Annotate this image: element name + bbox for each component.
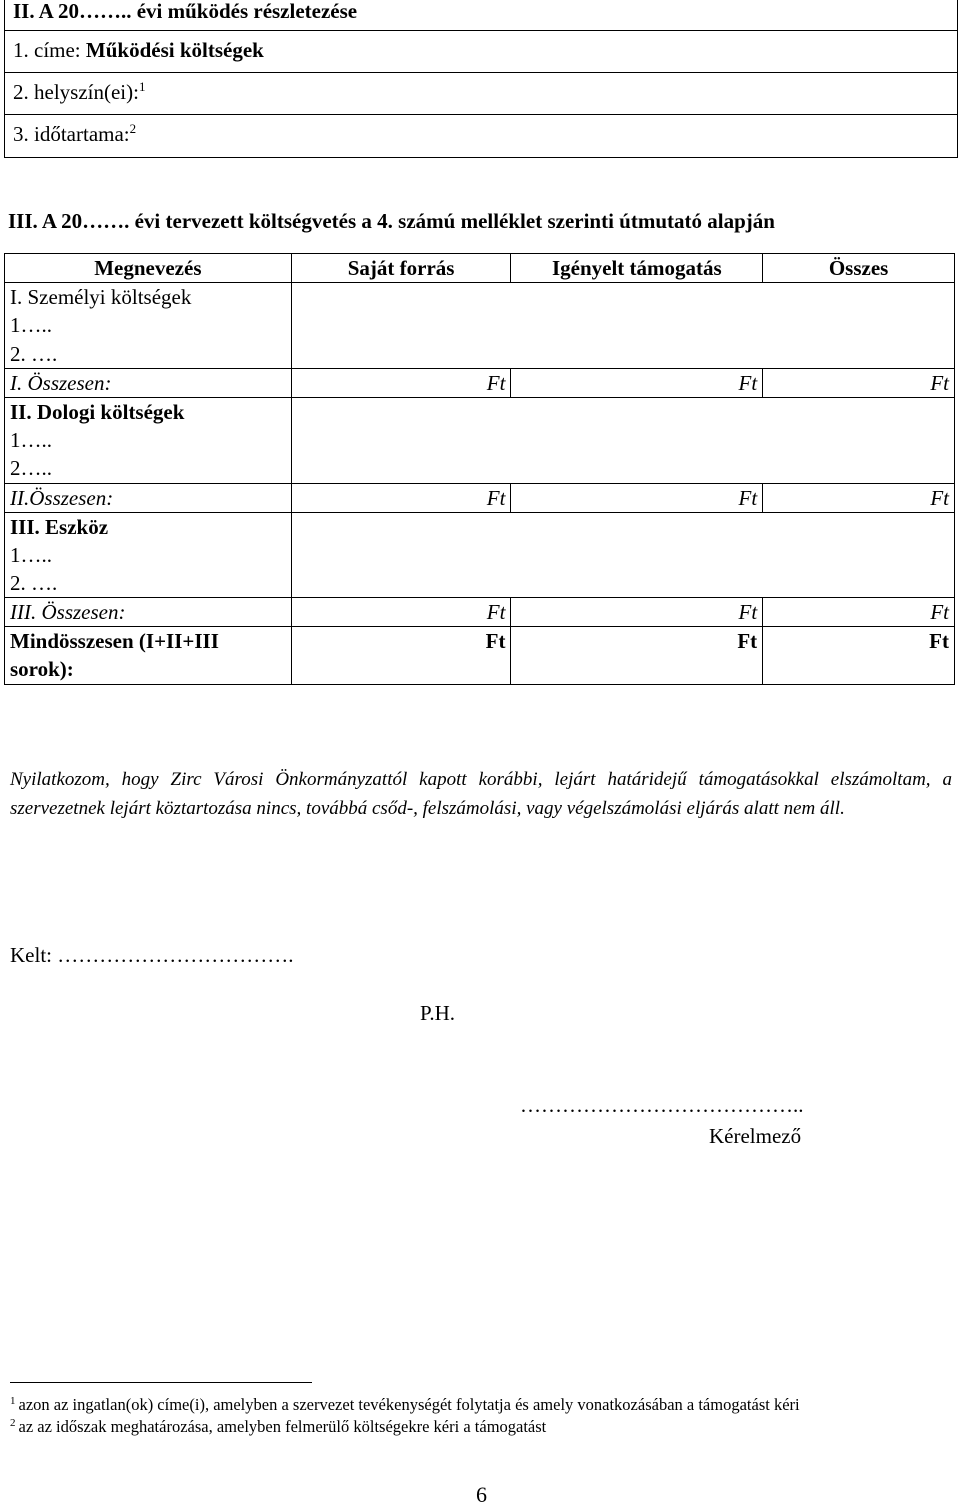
table-header-row [5, 254, 955, 283]
header-requested-support: Igényelt támogatás [511, 254, 763, 283]
material-item-1: 1….. [5, 426, 292, 455]
table-row [5, 368, 955, 397]
table-row [5, 512, 955, 541]
assets-total-all: Ft [763, 598, 955, 627]
location-row: 2. helyszín(ei):$^1$ [5, 72, 957, 114]
activity-details-section [4, 0, 958, 158]
footnote-text-1: azon az ingatlan(ok) címe(i), amelyben a szervezet tevékenységét folytatja és amely vonatkozásában a támogatást kéri [18, 1395, 800, 1414]
activity-details-title: II. A 20…….. évi működés részletezése [13, 0, 358, 23]
table-row [5, 598, 955, 627]
budget-table [4, 253, 955, 685]
date-line: Kelt: ……………………………. [10, 943, 294, 967]
footnote-text-2: az az időszak meghatározása, amelyben felmerülő költségekre kéri a támogatást [18, 1417, 547, 1436]
table-row [5, 483, 955, 512]
assets-heading: III. Eszköz [5, 512, 292, 541]
material-total-requested: Ft [511, 483, 763, 512]
title-value: Működési költségek [85, 38, 264, 62]
footnote-ref-2: 2 [129, 121, 137, 136]
grand-total-all: Ft [763, 627, 955, 685]
grand-total-requested: Ft [511, 627, 763, 685]
footnotes [10, 1394, 945, 1438]
material-costs-cells [291, 397, 954, 483]
grand-total-own: Ft [291, 627, 511, 685]
applicant-label: Kérelmező [709, 1124, 802, 1148]
assets-cells [291, 512, 954, 598]
signature-line: ………………………………….. [520, 1093, 804, 1117]
footnote-number-2: 2 [10, 1416, 16, 1429]
table-row [5, 283, 955, 312]
title-row: 1. címe: Működési költségek [5, 30, 957, 72]
personal-total-all: Ft [763, 368, 955, 397]
header-total: Összes [763, 254, 955, 283]
grand-total-label: Mindösszesen (I+II+III sorok): [5, 627, 292, 685]
personal-total-requested: Ft [511, 368, 763, 397]
material-total-own: Ft [291, 483, 511, 512]
assets-item-2: 2. …. [5, 569, 292, 598]
grand-total-row [5, 627, 955, 685]
table-row [5, 397, 955, 426]
personal-costs-heading: I. Személyi költségek [5, 283, 292, 312]
material-total-all: Ft [763, 483, 955, 512]
footnote-divider [10, 1382, 312, 1383]
stamp-label: P.H. [420, 1001, 456, 1025]
assets-total-label: III. Összesen: [5, 598, 292, 627]
personal-total-own: Ft [291, 368, 511, 397]
page-number: 6 [476, 1482, 487, 1507]
material-costs-heading: II. Dologi költségek [5, 397, 292, 426]
assets-item-1: 1….. [5, 541, 292, 570]
budget-section-title: III. A 20……. évi tervezett költségvetés a 4. számú melléklet szerinti útmutató alapján [8, 209, 775, 233]
footnote-number-1: 1 [10, 1394, 16, 1407]
header-own-source: Saját forrás [291, 254, 511, 283]
footnote-ref-1: 1 [138, 79, 146, 94]
footnote-1 [10, 1394, 945, 1416]
material-total-label: II.Összesen: [5, 483, 292, 512]
personal-item-2: 2. …. [5, 340, 292, 369]
duration-row: 3. időtartama:$^2$ [5, 114, 957, 157]
personal-costs-cells [291, 283, 954, 369]
declaration-text: Nyilatkozom, hogy Zirc Városi Önkormányzattól kapott korábbi, lejárt határidejű támogatásokkal elszámoltam, a szervezetnek lejárt köztartozása nincs, továbbá csőd-, felszámolási, vagy végelszámolási eljárás alatt nem áll. [10, 769, 952, 819]
footnote-2 [10, 1416, 945, 1438]
assets-total-requested: Ft [511, 598, 763, 627]
assets-total-own: Ft [291, 598, 511, 627]
material-item-2: 2….. [5, 454, 292, 483]
personal-item-1: 1….. [5, 311, 292, 340]
header-name: Megnevezés [5, 254, 292, 283]
personal-total-label: I. Összesen: [5, 368, 292, 397]
